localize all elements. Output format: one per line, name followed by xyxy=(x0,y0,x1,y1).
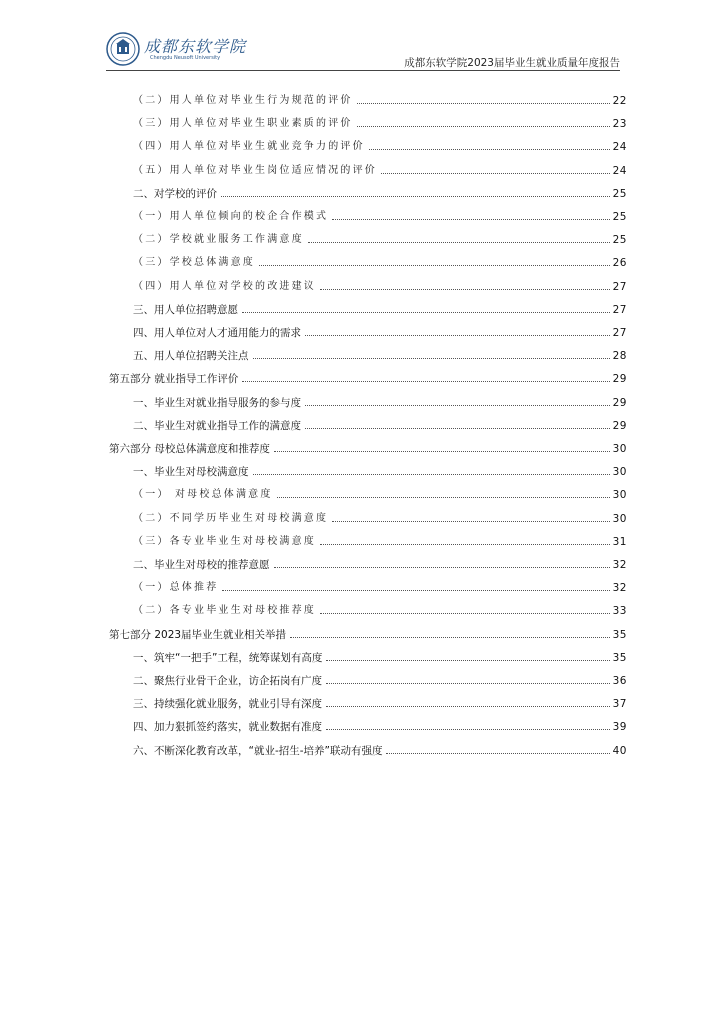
toc-entry[interactable] xyxy=(109,691,627,711)
toc-page-number: 31 xyxy=(612,535,627,548)
toc-dot-leader xyxy=(242,381,609,382)
university-logo xyxy=(106,32,246,68)
toc-dot-leader xyxy=(253,474,610,475)
toc-entry-title: 四、加力狠抓签约落实，就业数据有准度 xyxy=(133,721,322,734)
toc-entry-title: 四、用人单位对人才通用能力的需求 xyxy=(133,327,301,339)
toc-entry-title: （四）用人单位对毕业生就业竞争力的评价 xyxy=(133,141,365,153)
toc-entry[interactable] xyxy=(109,320,627,340)
report-title: 成都东软学院2023届毕业生就业质量年度报告 xyxy=(404,57,620,69)
toc-entry-title: （五）用人单位对毕业生岗位适应情况的评价 xyxy=(133,164,377,176)
toc-dot-leader xyxy=(326,729,610,730)
toc-entry-title: 三、用人单位招聘意愿 xyxy=(133,303,238,316)
header-divider xyxy=(106,70,620,71)
toc-page-number: 25 xyxy=(612,234,627,247)
university-seal-icon xyxy=(106,32,140,66)
toc-entry[interactable] xyxy=(109,227,627,247)
toc-page-number: 35 xyxy=(612,651,627,664)
toc-dot-leader xyxy=(274,567,610,568)
toc-page-number: 27 xyxy=(612,327,627,339)
toc-entry-title: （四）用人单位对学校的改进建议 xyxy=(133,280,316,292)
toc-entry-title: 第七部分 2023届毕业生就业相关举措 xyxy=(109,628,287,641)
toc-entry-title: 五、用人单位招聘关注点 xyxy=(133,350,249,363)
toc-entry[interactable] xyxy=(109,274,627,294)
toc-entry-title: （三）各专业毕业生对母校满意度 xyxy=(133,535,316,547)
toc-entry[interactable] xyxy=(109,88,627,108)
toc-dot-leader xyxy=(357,103,610,104)
toc-page-number: 39 xyxy=(612,721,627,734)
toc-entry-title: （三）用人单位对毕业生职业素质的评价 xyxy=(133,118,353,130)
toc-dot-leader xyxy=(357,126,610,127)
toc-entry-title: 六、不断深化教育改革，“就业-招生-培养”联动有强度 xyxy=(133,744,383,757)
toc-dot-leader xyxy=(274,451,610,452)
toc-dot-leader xyxy=(222,590,609,591)
toc-entry[interactable] xyxy=(109,506,627,526)
toc-entry-title: （一） 对母校总体满意度 xyxy=(133,489,273,501)
toc-entry[interactable] xyxy=(109,111,627,131)
toc-dot-leader xyxy=(386,753,609,754)
toc-entry-title: 二、对学校的评价 xyxy=(133,187,217,200)
toc-page-number: 26 xyxy=(612,257,627,270)
toc-page-number: 30 xyxy=(612,489,627,502)
toc-page-number: 28 xyxy=(612,350,627,363)
toc-page-number: 32 xyxy=(612,559,627,571)
toc-page-number: 40 xyxy=(612,744,627,757)
toc-page-number: 23 xyxy=(612,118,627,131)
toc-page-number: 30 xyxy=(612,512,627,525)
toc-dot-leader xyxy=(320,544,610,545)
toc-dot-leader xyxy=(305,428,610,429)
toc-entry[interactable] xyxy=(109,134,627,154)
toc-page-number: 22 xyxy=(612,95,627,107)
toc-dot-leader xyxy=(326,706,610,707)
toc-entry[interactable] xyxy=(109,436,627,456)
toc-entry-title: 一、毕业生对就业指导服务的参与度 xyxy=(133,396,301,409)
toc-page-number: 32 xyxy=(612,582,627,595)
toc-entry[interactable] xyxy=(109,204,627,224)
toc-page-number: 36 xyxy=(612,675,627,687)
toc-dot-leader xyxy=(308,242,610,243)
toc-entry[interactable] xyxy=(109,250,627,270)
toc-entry-title: 一、筑牢“一把手”工程，统筹谋划有高度 xyxy=(133,651,323,664)
toc-page-number: 24 xyxy=(612,164,627,177)
toc-entry-title: 三、持续强化就业服务，就业引导有深度 xyxy=(133,698,322,711)
toc-entry[interactable] xyxy=(109,459,627,479)
toc-entry[interactable] xyxy=(109,343,627,363)
toc-dot-leader xyxy=(381,173,610,174)
toc-entry-title: 二、聚焦行业骨干企业，访企拓岗有广度 xyxy=(133,675,322,687)
toc-dot-leader xyxy=(305,405,610,406)
toc-entry-title: （一）用人单位倾向的校企合作模式 xyxy=(133,211,329,222)
toc-page-number: 35 xyxy=(612,628,627,641)
toc-page-number: 30 xyxy=(612,466,627,479)
toc-dot-leader xyxy=(253,358,610,359)
toc-entry[interactable] xyxy=(109,413,627,433)
toc-entry-title: 一、毕业生对母校满意度 xyxy=(133,466,249,479)
toc-page-number: 29 xyxy=(612,396,627,409)
toc-dot-leader xyxy=(320,613,610,614)
toc-dot-leader xyxy=(259,265,610,266)
toc-entry[interactable] xyxy=(109,714,627,734)
toc-dot-leader xyxy=(290,637,610,638)
toc-dot-leader xyxy=(369,149,610,150)
toc-page-number: 25 xyxy=(612,187,627,200)
toc-dot-leader xyxy=(221,196,610,197)
toc-entry-title: （二）各专业毕业生对母校推荐度 xyxy=(133,605,316,617)
toc-entry[interactable] xyxy=(109,575,627,595)
toc-dot-leader xyxy=(277,497,610,498)
toc-dot-leader xyxy=(326,660,609,661)
toc-entry-title: （二）不同学历毕业生对母校满意度 xyxy=(133,512,329,524)
toc-dot-leader xyxy=(305,335,610,336)
toc-entry-title: 二、毕业生对就业指导工作的满意度 xyxy=(133,419,301,432)
toc-page-number: 24 xyxy=(612,141,627,154)
toc-entry[interactable] xyxy=(109,529,627,549)
toc-dot-leader xyxy=(332,219,609,220)
toc-page-number: 29 xyxy=(612,419,627,432)
toc-entry-title: 二、毕业生对母校的推荐意愿 xyxy=(133,559,270,571)
toc-entry[interactable] xyxy=(109,738,627,758)
toc-entry[interactable] xyxy=(109,645,627,665)
toc-entry-title: （三）学校总体满意度 xyxy=(133,257,255,269)
toc-entry[interactable] xyxy=(109,598,627,618)
logo-subtitle: Chengdu Neusoft University xyxy=(150,55,221,61)
toc-page-number: 27 xyxy=(612,303,627,316)
logo-wordmark: 成都东软学院 xyxy=(144,37,247,56)
toc-entry-title: （一）总体推荐 xyxy=(133,582,219,594)
toc-entry-title: （二）学校就业服务工作满意度 xyxy=(133,234,304,246)
toc-dot-leader xyxy=(320,289,610,290)
toc-entry[interactable] xyxy=(109,622,627,642)
toc-dot-leader xyxy=(332,521,609,522)
page-header xyxy=(106,32,620,72)
toc-entry[interactable] xyxy=(109,158,627,178)
toc-entry[interactable] xyxy=(109,668,627,688)
toc-entry-title: 第六部分 母校总体满意度和推荐度 xyxy=(109,443,270,455)
toc-page-number: 37 xyxy=(612,698,627,711)
toc-dot-leader xyxy=(242,312,610,313)
toc-entry[interactable] xyxy=(109,482,627,502)
toc-entry[interactable] xyxy=(109,390,627,410)
toc-entry[interactable] xyxy=(109,366,627,386)
toc-entry[interactable] xyxy=(109,181,627,201)
toc-dot-leader xyxy=(326,683,610,684)
toc-page-number: 29 xyxy=(612,373,627,386)
toc-page-number: 33 xyxy=(612,605,627,618)
toc-entry[interactable] xyxy=(109,297,627,317)
toc-entry-title: 第五部分 就业指导工作评价 xyxy=(109,373,239,386)
toc-page-number: 27 xyxy=(612,280,627,293)
toc-page-number: 25 xyxy=(612,211,627,223)
toc-entry[interactable] xyxy=(109,552,627,572)
toc-entry-title: （二）用人单位对毕业生行为规范的评价 xyxy=(133,95,353,106)
toc-page-number: 30 xyxy=(612,443,627,455)
